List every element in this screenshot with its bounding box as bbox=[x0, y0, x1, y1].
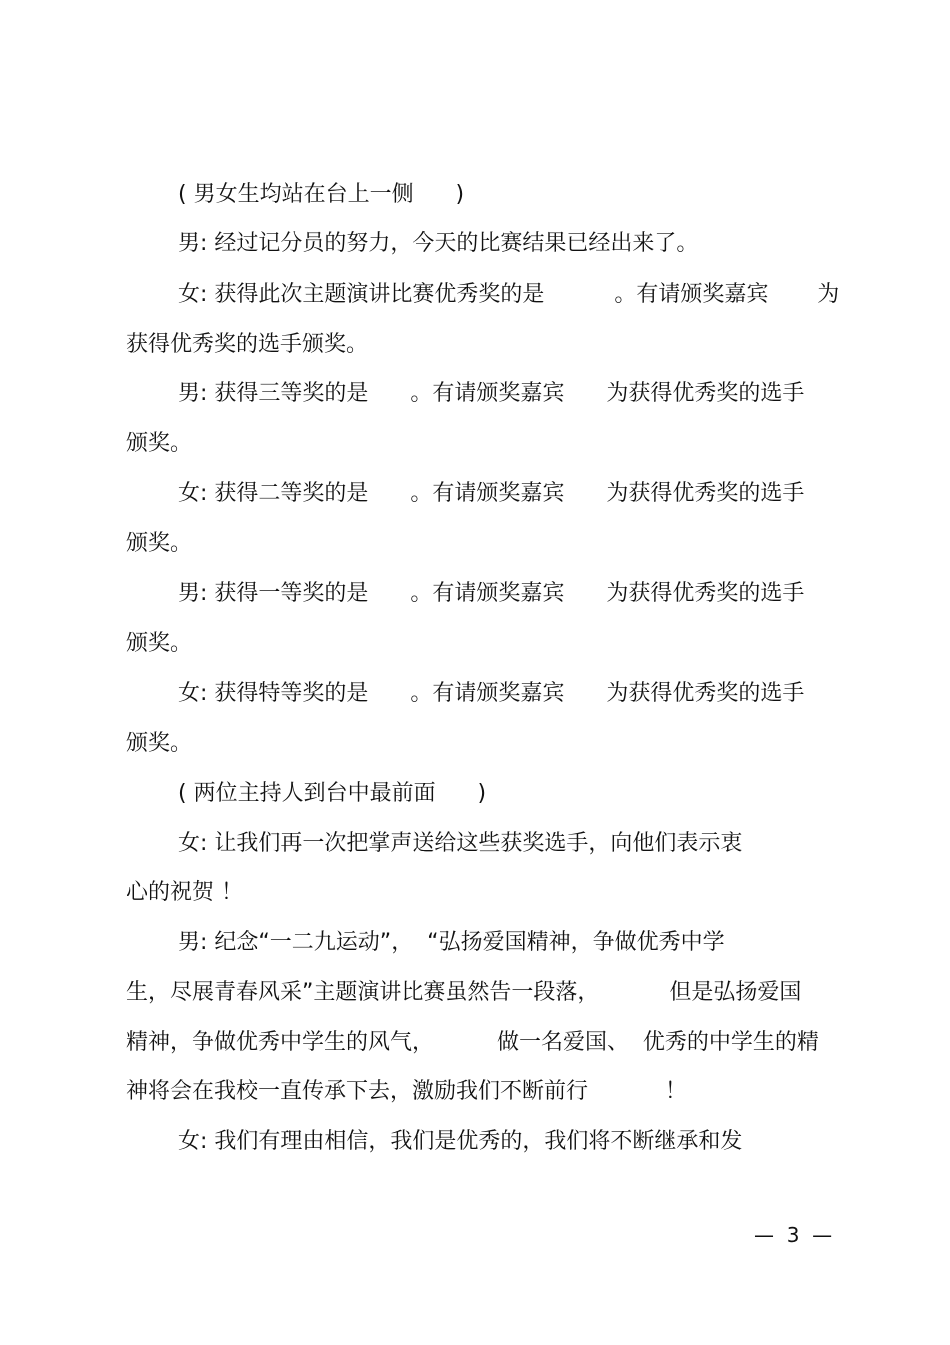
text-line: ( 两位主持人到台中最前面 ) bbox=[178, 781, 487, 806]
text-line: 男: 获得三等奖的是 。有请颁奖嘉宾 为获得优秀奖的选手 bbox=[178, 381, 805, 406]
text-line: 神将会在我校一直传承下去，激励我们不断前行 ！ bbox=[126, 1079, 687, 1104]
text-line: 男: 获得一等奖的是 。有请颁奖嘉宾 为获得优秀奖的选手 bbox=[178, 581, 805, 606]
page-number: — 3 — bbox=[754, 1223, 833, 1247]
text-line: 男: 经过记分员的努力，今天的比赛结果已经出来了。 bbox=[178, 231, 699, 256]
text-line: 精神，争做优秀中学生的风气， 做一名爱国、 优秀的中学生的精 bbox=[126, 1030, 819, 1055]
text-line: 女: 获得二等奖的是 。有请颁奖嘉宾 为获得优秀奖的选手 bbox=[178, 481, 805, 506]
text-line: 心的祝贺 ！ bbox=[126, 880, 243, 905]
text-line: 颁奖。 bbox=[126, 731, 193, 756]
text-line: 颁奖。 bbox=[126, 431, 193, 456]
text-line: 颁奖。 bbox=[126, 531, 193, 556]
text-line: 生，尽展青春风采”主题演讲比赛虽然告一段落， 但是弘扬爱国 bbox=[126, 980, 802, 1005]
text-line: 女: 我们有理由相信，我们是优秀的，我们将不断继承和发 bbox=[178, 1129, 743, 1154]
text-line: 男: 纪念“一二九运动”， “弘扬爱国精神，争做优秀中学 bbox=[178, 930, 725, 955]
text-line: 女: 让我们再一次把掌声送给这些获奖选手，向他们表示衷 bbox=[178, 831, 743, 856]
text-line: 女: 获得此次主题演讲比赛优秀奖的是 。有请颁奖嘉宾 为 bbox=[178, 282, 840, 307]
text-line: ( 男女生均站在台上一侧 ) bbox=[178, 182, 465, 207]
text-line: 颁奖。 bbox=[126, 631, 193, 656]
text-line: 女: 获得特等奖的是 。有请颁奖嘉宾 为获得优秀奖的选手 bbox=[178, 681, 805, 706]
text-line: 获得优秀奖的选手颁奖。 bbox=[126, 332, 369, 357]
